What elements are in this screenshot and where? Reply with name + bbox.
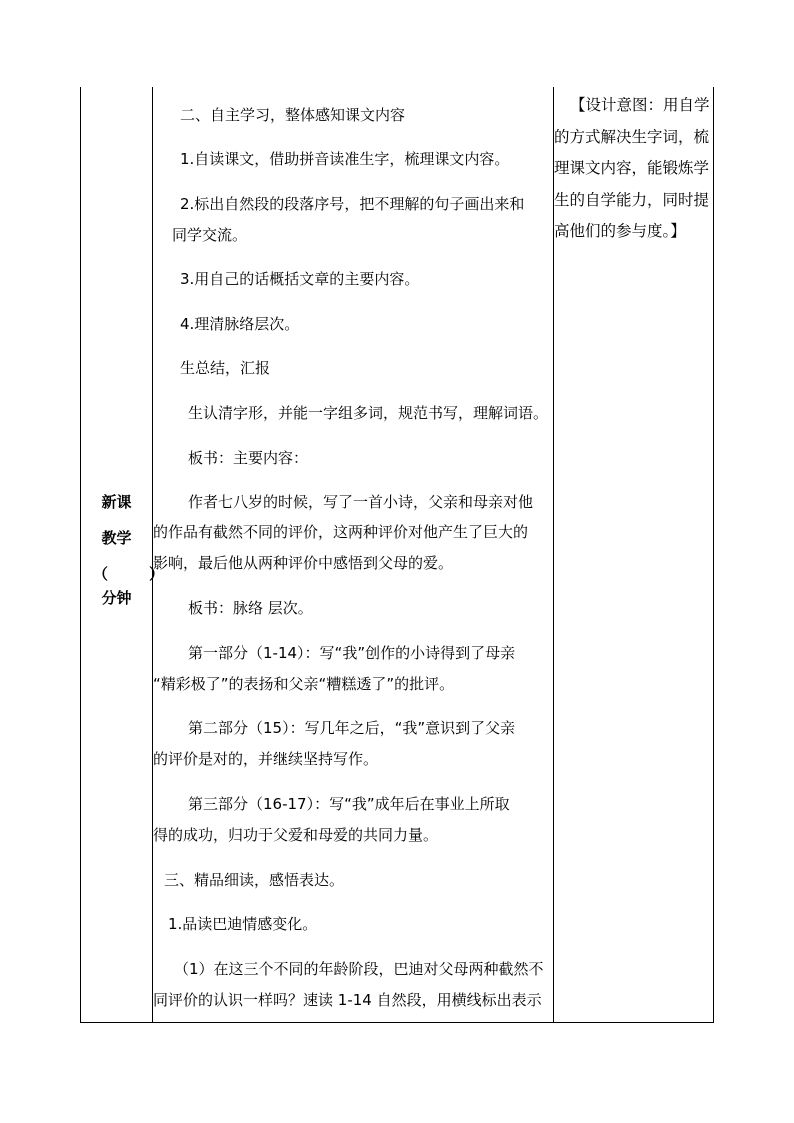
- content-line: 得的成功，归功于父爱和母爱的共同力量。: [153, 826, 439, 844]
- content-line: 3.用自己的话概括文章的主要内容。: [180, 270, 420, 288]
- content-line: 2.标出自然段的段落序号，把不理解的句子画出来和: [180, 195, 525, 213]
- content-line: 同学交流。: [172, 226, 248, 244]
- content-line: 三、精品细读，感悟表达。: [164, 871, 345, 889]
- content-line: 生总结，汇报: [180, 359, 271, 377]
- content-line: 板书：脉络 层次。: [188, 599, 313, 617]
- content-line: 4.理清脉络层次。: [180, 315, 300, 333]
- content-line: 作者七八岁的时候，写了一首小诗，父亲和母亲对他: [188, 493, 534, 511]
- content-line: 影响，最后他从两种评价中感悟到父母的爱。: [153, 554, 454, 572]
- content-line: “精彩极了”的表扬和父亲“糟糕透了”的批评。: [153, 675, 455, 693]
- design-intent-line: 生的自学能力，同时提: [554, 191, 710, 209]
- section-label-line2: 教学: [101, 529, 132, 547]
- design-intent-line: 理课文内容，能锻炼学: [554, 159, 710, 177]
- paren-close: ）: [148, 565, 164, 583]
- lesson-table: [80, 87, 714, 1023]
- content-line: （1）在这三个不同的年龄阶段，巴迪对父母两种截然不: [174, 960, 544, 978]
- paren-open: （: [93, 565, 109, 583]
- content-line: 第三部分（16-17）：写“我”成年后在事业上所取: [188, 795, 510, 813]
- content-line: 的作品有截然不同的评价，这两种评价对他产生了巨大的: [153, 523, 529, 541]
- section-label-line4: 分钟: [101, 589, 132, 607]
- content-line: 板书：主要内容：: [188, 449, 309, 467]
- content-line: 第一部分（1-14）：写“我”创作的小诗得到了母亲: [188, 644, 516, 662]
- content-line: 1.自读课文，借助拼音读准生字，梳理课文内容。: [180, 150, 510, 168]
- section-label-line1: 新课: [101, 493, 132, 511]
- content-line: 1.品读巴迪情感变化。: [168, 915, 318, 933]
- content-line: 生认清字形，并能一字组多词，规范书写，理解词语。: [188, 404, 549, 422]
- content-line: 同评价的认识一样吗？速读 1-14 自然段，用横线标出表示: [153, 991, 542, 1009]
- design-intent-line: 的方式解决生字词，梳: [554, 128, 710, 146]
- content-line: 第二部分（15）：写几年之后，“我”意识到了父亲: [188, 719, 516, 737]
- design-intent-line: 【设计意图：用自学: [570, 96, 710, 114]
- content-line: 的评价是对的，并继续坚持写作。: [153, 750, 379, 768]
- design-intent-line: 高他们的参与度。】: [554, 222, 686, 240]
- content-line: 二、自主学习，整体感知课文内容: [180, 106, 406, 124]
